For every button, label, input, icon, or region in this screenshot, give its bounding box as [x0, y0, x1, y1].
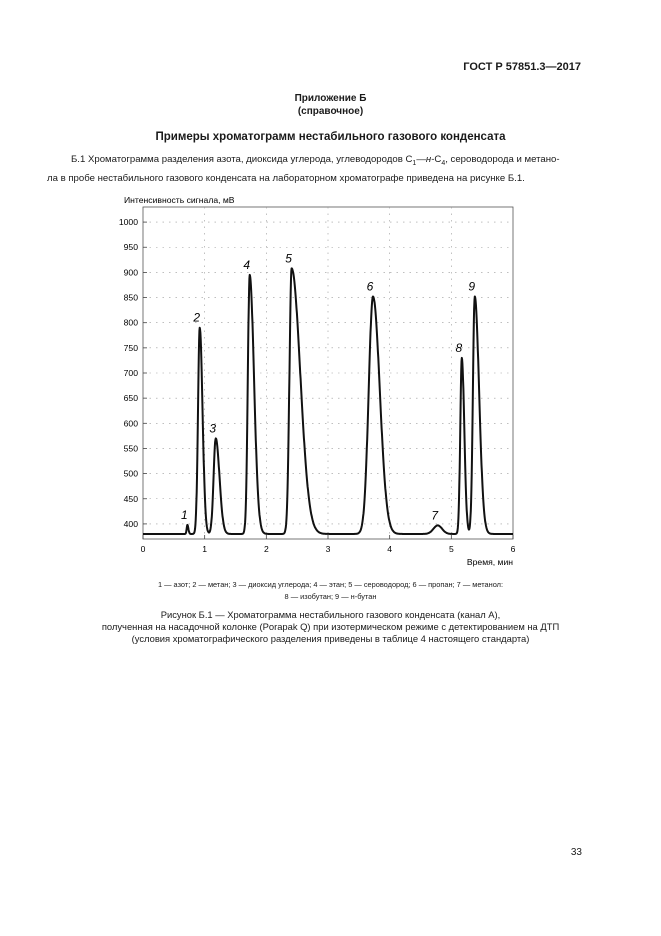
para-sub2: 4: [441, 159, 446, 167]
peak-label: 8: [455, 340, 463, 355]
y-tick-label: 700: [123, 368, 138, 378]
standard-number: ГОСТ Р 57851.3—2017: [463, 61, 581, 73]
peak-label: 6: [366, 279, 374, 294]
y-tick-label: 400: [123, 518, 138, 529]
legend-line-2: 8 — изобутан; 9 — н-бутан: [284, 592, 377, 601]
section-title: Примеры хроматограмм нестабильного газового конденсата: [155, 131, 506, 143]
figure-caption-2: полученная на насадочной колонке (Porapak Q) при изотермическом режиме с детектированием на ДТП: [101, 621, 560, 632]
x-tick-label: 3: [325, 544, 331, 554]
x-tick-label: 2: [263, 544, 269, 554]
y-tick-label: 900: [123, 267, 138, 278]
y-tick-label: 600: [123, 418, 138, 429]
intro-paragraph: [47, 152, 597, 186]
x-tick-label: 4: [387, 544, 393, 554]
x-tick-label: 6: [510, 544, 516, 554]
y-tick-label: 850: [123, 292, 138, 303]
peak-label: 3: [209, 421, 217, 436]
para-dash: —: [416, 154, 426, 165]
para-italic-n: н: [425, 154, 432, 165]
peak-label: 2: [193, 310, 201, 325]
para-line2: ла в пробе нестабильного газового конденсата на лабораторном хроматографе приведена на рисунке Б.1.: [47, 172, 525, 184]
peak-label: 5: [285, 251, 292, 266]
y-tick-label: 950: [123, 242, 138, 253]
appendix-title: Приложение Б: [294, 93, 367, 104]
para-lead: Б.1 Хроматограмма разделения азота, диоксида углерода, углеводородов С: [71, 154, 413, 165]
y-tick-label: 750: [123, 342, 138, 353]
legend-line-1: 1 — азот; 2 — метан; 3 — диоксид углерода; 4 — этан; 5 — сероводород; 6 — пропан; 7 — метанол:: [157, 580, 504, 589]
peak-label: 1: [181, 507, 188, 522]
peak-label: 4: [243, 257, 251, 272]
para-mid: -С: [431, 154, 442, 165]
y-tick-label: 650: [123, 393, 138, 404]
chromatogram-chart: [0, 190, 661, 575]
figure-caption-1: Рисунок Б.1 — Хроматограмма нестабильного газового конденсата (канал А),: [160, 609, 501, 620]
x-tick-label: 0: [140, 544, 146, 554]
figure-caption-3: (условия хроматографического разделения приведены в таблице 4 настоящего стандарта): [131, 633, 530, 644]
peak-label: 7: [431, 508, 439, 523]
x-ticks: [141, 535, 516, 554]
y-tick-label: 450: [123, 493, 138, 504]
para-tail: , сероводорода и метано-: [445, 154, 560, 165]
y-axis-label: Интенсивность сигнала, мВ: [124, 195, 235, 205]
y-tick-label: 800: [123, 317, 138, 328]
x-tick-label: 5: [448, 544, 454, 554]
x-axis-label: Время, мин: [466, 557, 513, 567]
y-tick-label: 550: [123, 443, 138, 454]
para-sub1: 1: [412, 159, 417, 167]
peak-label: 9: [468, 279, 476, 294]
x-tick-label: 1: [202, 544, 208, 554]
y-tick-label: 1000: [118, 217, 138, 228]
y-tick-label: 500: [123, 468, 138, 479]
appendix-note: (справочное): [297, 106, 364, 117]
page-number: 33: [570, 847, 582, 858]
